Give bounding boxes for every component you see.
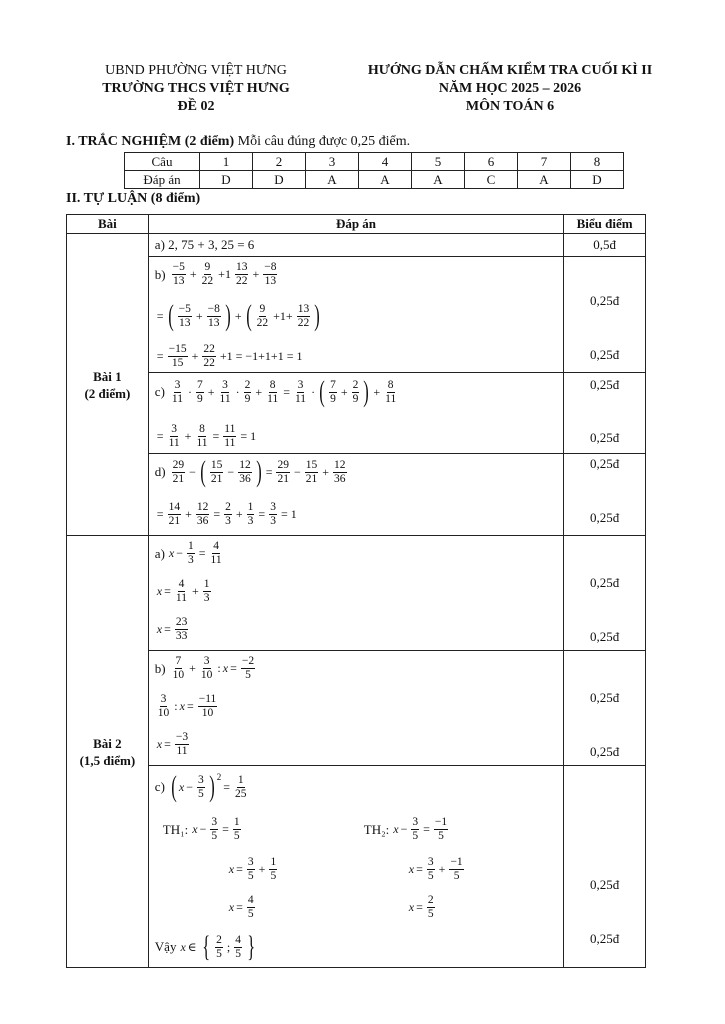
col-diem: Biểu điểm [564, 215, 646, 234]
mc-a: C [465, 171, 518, 189]
mc-q: 2 [253, 153, 306, 171]
school-year: NĂM HỌC 2025 – 2026 [438, 81, 582, 96]
mc-a: D [253, 171, 306, 189]
math-1b-line1: b) −5 13 + $\frac{9}{22}$ +1 13 22 + $\frac{-8}{13}$ [154, 261, 277, 287]
th2-label: TH₂: [363, 821, 390, 837]
math-2c-th2-step: x = $\frac{3}{5}$ + $\frac{-1}{5}$ [408, 856, 463, 882]
score-1b-2: 0,25đ [589, 347, 620, 362]
bai-1-points: (2 điểm) [84, 385, 131, 401]
right-header [330, 62, 690, 116]
bai-1-cell [67, 234, 149, 536]
score-2a-1: 0,25đ [589, 575, 620, 590]
multiple-choice-table [124, 152, 624, 189]
score-cell [564, 373, 646, 454]
solution-table [66, 214, 646, 968]
score-cell [564, 257, 646, 373]
mc-a: A [306, 171, 359, 189]
bai-2-points: (1,5 điểm) [79, 752, 136, 768]
section-1-bold: I. TRẮC NGHIỆM (2 điểm) [66, 134, 235, 149]
math-2c-th1: TH₁: x − $\frac{3}{5}$ = $\frac{1}{5}$ [162, 816, 240, 842]
answer-1a [148, 234, 563, 257]
math-2b-line2: 3 10 : x = $\frac{-11}{10}$ [157, 693, 217, 719]
subject: MÔN TOÁN 6 [465, 99, 555, 114]
math-2c-th2-result: x = $\frac{2}{5}$ [408, 894, 434, 920]
math-2b-line1: b) 7 10 + $\frac{3}{10}$ : x = $\frac{-2}{5}$ [154, 655, 255, 681]
math-2c-th1-result: x = $\frac{4}{5}$ [228, 894, 254, 920]
table-row [67, 373, 646, 454]
mc-question-row [125, 153, 624, 171]
answer-1b [148, 257, 563, 373]
score-1d-1: 0,25đ [589, 456, 620, 471]
mc-a: A [359, 171, 412, 189]
section-1-title [66, 134, 410, 150]
col-dapan: Đáp án [148, 215, 563, 234]
exam-code: ĐỀ 02 [177, 99, 215, 114]
bai-1-label: Bài 1 [93, 368, 122, 384]
score-1c-2: 0,25đ [589, 430, 620, 445]
ward-name: UBND PHƯỜNG VIỆT HƯNG [105, 63, 287, 78]
math-2a-line3: x = $\frac{23}{33}$ [156, 616, 188, 642]
score-2a-2: 0,25đ [589, 629, 620, 644]
mc-header-dapan: Đáp án [125, 171, 200, 189]
math-1c-line1: c) 3 11 · 7 9 + $\frac{3}{11}$ · 2 9 + $\frac{8}{11}$ = $\frac{3}{11}$ · ( 7 9 + $\frac{2}{9}$ ) + $\frac{8}{11}$ [154, 375, 397, 408]
table-row [67, 536, 646, 651]
math-1d-line1: d) 29 21 − ( 15 21 − $\frac{12}{36}$ ) = $\frac{29}{21}$ − $\frac{15}{21}$ + $\frac{12}{36}$ [154, 455, 346, 488]
score-1c-1: 0,25đ [589, 377, 620, 392]
mc-a: D [571, 171, 624, 189]
bai-2-cell [67, 536, 149, 968]
th1-label: TH₁: [162, 821, 189, 837]
section-1-note: Mỗi câu đúng được 0,25 điểm. [234, 134, 411, 149]
doc-title: HƯỚNG DẪN CHẤM KIỂM TRA CUỐI KÌ II [367, 63, 653, 78]
mc-q: 5 [412, 153, 465, 171]
answer-2b [148, 651, 563, 766]
math-2b-line3: x = $\frac{-3}{11}$ [156, 731, 189, 757]
answer-1d [148, 454, 563, 536]
score-cell [564, 651, 646, 766]
score-cell [564, 766, 646, 968]
mc-a: D [200, 171, 253, 189]
mc-q: 3 [306, 153, 359, 171]
score-2c-1: 0,25đ [589, 877, 620, 892]
score-1d-2: 0,25đ [589, 510, 620, 525]
table-row [67, 257, 646, 373]
school-name: TRƯỜNG THCS VIỆT HƯNG [102, 81, 290, 96]
mc-q: 8 [571, 153, 624, 171]
answer-2c [148, 766, 563, 968]
score-1a: 0,5đ [593, 237, 616, 252]
vay-label: Vậy [154, 939, 177, 954]
score-cell [564, 454, 646, 536]
math-1b-line3: = $\frac{-15}{15}$ + $\frac{22}{22}$ +1 = −1+1+1 = 1 [156, 343, 303, 369]
math-1c-line2: = $\frac{3}{11}$ + $\frac{8}{11}$ = $\frac{11}{11}$ = 1 [156, 423, 257, 449]
math-2c-th1-step: x = $\frac{3}{5}$ + $\frac{1}{5}$ [228, 856, 277, 882]
table-row [67, 651, 646, 766]
mc-q: 4 [359, 153, 412, 171]
solution-header-row [67, 215, 646, 234]
mc-q: 6 [465, 153, 518, 171]
left-header [66, 62, 326, 116]
score-1b-1: 0,25đ [589, 293, 620, 308]
col-bai: Bài [67, 215, 149, 234]
bai-2-label: Bài 2 [93, 735, 122, 751]
mc-q: 7 [518, 153, 571, 171]
math-2a-line1: a) x − $\frac{1}{3}$ = $\frac{4}{11}$ [154, 540, 222, 566]
answer-1c [148, 373, 563, 454]
answer-2a [148, 536, 563, 651]
math-2c-conclusion: Vậy x ∈ { 2 5 ; 4 5 } [154, 930, 256, 963]
math-1a: a) 2, 75 + 3, 25 = 6 [154, 237, 255, 252]
table-row [67, 234, 646, 257]
math-2c-th2: TH₂: x − $\frac{3}{5}$ = $\frac{-1}{5}$ [363, 816, 448, 842]
section-2-title: II. TỰ LUẬN (8 điểm) [66, 191, 201, 206]
mc-header-cau: Câu [125, 153, 200, 171]
score-cell [564, 234, 646, 257]
mc-a: A [518, 171, 571, 189]
mc-answer-row [125, 171, 624, 189]
math-1d-line2: = $\frac{14}{21}$ + $\frac{12}{36}$ = $\frac{2}{3}$ + $\frac{1}{3}$ = $\frac{3}{3}$ = 1 [156, 501, 297, 527]
math-1b-line2: = ( −5 13 + $\frac{-8}{13}$ ) + ( 9 22 +1+ $\frac{13}{22}$ ) [156, 299, 320, 332]
math-2c-line1: c) ( x − $\frac{3}{5}$ ) $^2$ = $\frac{1}{25}$ [154, 770, 247, 803]
score-2c-2: 0,25đ [589, 931, 620, 946]
mc-q: 1 [200, 153, 253, 171]
math-2a-line2: x = $\frac{4}{11}$ + $\frac{1}{3}$ [156, 578, 210, 604]
table-row [67, 766, 646, 968]
table-row [67, 454, 646, 536]
score-2b-2: 0,25đ [589, 744, 620, 759]
score-cell [564, 536, 646, 651]
mc-a: A [412, 171, 465, 189]
score-2b-1: 0,25đ [589, 690, 620, 705]
